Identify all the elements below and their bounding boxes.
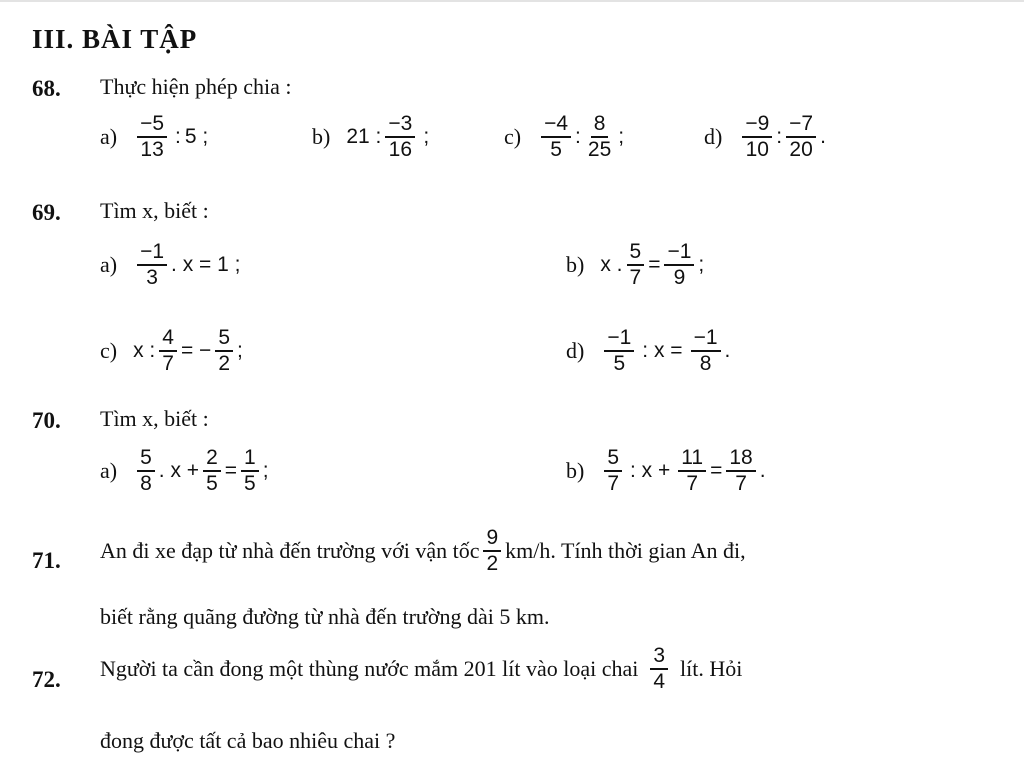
exercise-71-line2: biết rằng quãng đường từ nhà đến trường dài 5 km.: [100, 604, 550, 629]
fraction: $\frac{-1}{9}$: [664, 240, 694, 290]
exercise-69-prompt: Tìm x, biết :: [100, 198, 209, 223]
item-label: a): [100, 124, 118, 150]
exercise-69b: b) x . $\frac{5}{7}$ = $\frac{-1}{9}$ ;: [566, 240, 705, 290]
fraction: $\frac{-3}{16}$: [385, 112, 415, 162]
section-title: III. BÀI TẬP: [32, 24, 198, 54]
exercise-68d: d) $\frac{-9}{10}$ : $\frac{-7}{20}$ .: [704, 112, 826, 162]
exercise-70b: b) $\frac{5}{7}$ : x + $\frac{11}{7}$ = $\frac{18}{7}$ .: [566, 446, 766, 496]
exercise-71-line1: An đi xe đạp từ nhà đến trường với vận tốc $\frac{9}{2}$ km/h. Tính thời gian An đi,: [100, 526, 746, 576]
exercise-68a: a) $\frac{-5}{13}$ : 5 ;: [100, 112, 209, 162]
top-border: [0, 0, 1024, 2]
exercise-69a: a) $\frac{-1}{3}$ . x = 1 ;: [100, 240, 241, 290]
fraction: $\frac{18}{7}$: [726, 446, 755, 496]
item-label: b): [566, 458, 585, 484]
fraction: $\frac{4}{7}$: [159, 326, 177, 376]
fraction: $\frac{8}{25}$: [587, 112, 612, 162]
item-label: d): [566, 338, 585, 364]
fraction: $\frac{-1}{3}$: [137, 240, 167, 290]
fraction: $\frac{-9}{10}$: [742, 112, 772, 162]
fraction: $\frac{-7}{20}$: [786, 112, 816, 162]
fraction: $\frac{-5}{13}$: [137, 112, 167, 162]
fraction: $\frac{-1}{8}$: [691, 326, 721, 376]
exercise-69-number: 69.: [32, 200, 61, 225]
exercise-72-number: 72.: [32, 667, 61, 692]
item-label: a): [100, 252, 118, 278]
fraction: $\frac{5}{8}$: [137, 446, 155, 496]
exercise-69c: c) x : $\frac{4}{7}$ = − $\frac{5}{2}$ ;: [100, 326, 243, 376]
exercise-72-line1: Người ta cần đong một thùng nước mắm 201 lít vào loại chai $\frac{3}{4}$ lít. Hỏi: [100, 644, 743, 694]
exercise-70-prompt: Tìm x, biết :: [100, 406, 209, 431]
fraction: $\frac{5}{7}$: [604, 446, 622, 496]
fraction: $\frac{11}{7}$: [678, 446, 706, 496]
fraction: $\frac{1}{5}$: [241, 446, 259, 496]
exercise-68-number: 68.: [32, 76, 61, 101]
exercise-72-line2: đong được tất cả bao nhiêu chai ?: [100, 728, 396, 753]
fraction: $\frac{2}{5}$: [203, 446, 221, 496]
item-label: b): [312, 124, 331, 150]
exercise-69d: d) $\frac{-1}{5}$ : x = $\frac{-1}{8}$ .: [566, 326, 731, 376]
exercise-68-prompt: Thực hiện phép chia :: [100, 74, 292, 99]
item-label: d): [704, 124, 723, 150]
exercise-68b: b) 21 : $\frac{-3}{16}$ ;: [312, 112, 430, 162]
exercise-71-number: 71.: [32, 548, 61, 573]
fraction: $\frac{5}{7}$: [627, 240, 645, 290]
exercise-68c: c) $\frac{-4}{5}$ : $\frac{8}{25}$ ;: [504, 112, 625, 162]
exercise-70a: a) $\frac{5}{8}$ . x + $\frac{2}{5}$ = $\frac{1}{5}$ ;: [100, 446, 269, 496]
fraction: $\frac{5}{2}$: [215, 326, 233, 376]
item-label: b): [566, 252, 585, 278]
fraction: $\frac{9}{2}$: [483, 526, 501, 576]
exercise-70-number: 70.: [32, 408, 61, 433]
fraction: $\frac{3}{4}$: [650, 644, 668, 694]
fraction: $\frac{-4}{5}$: [541, 112, 571, 162]
item-label: a): [100, 458, 118, 484]
item-label: c): [504, 124, 522, 150]
fraction: $\frac{-1}{5}$: [604, 326, 634, 376]
item-label: c): [100, 338, 118, 364]
